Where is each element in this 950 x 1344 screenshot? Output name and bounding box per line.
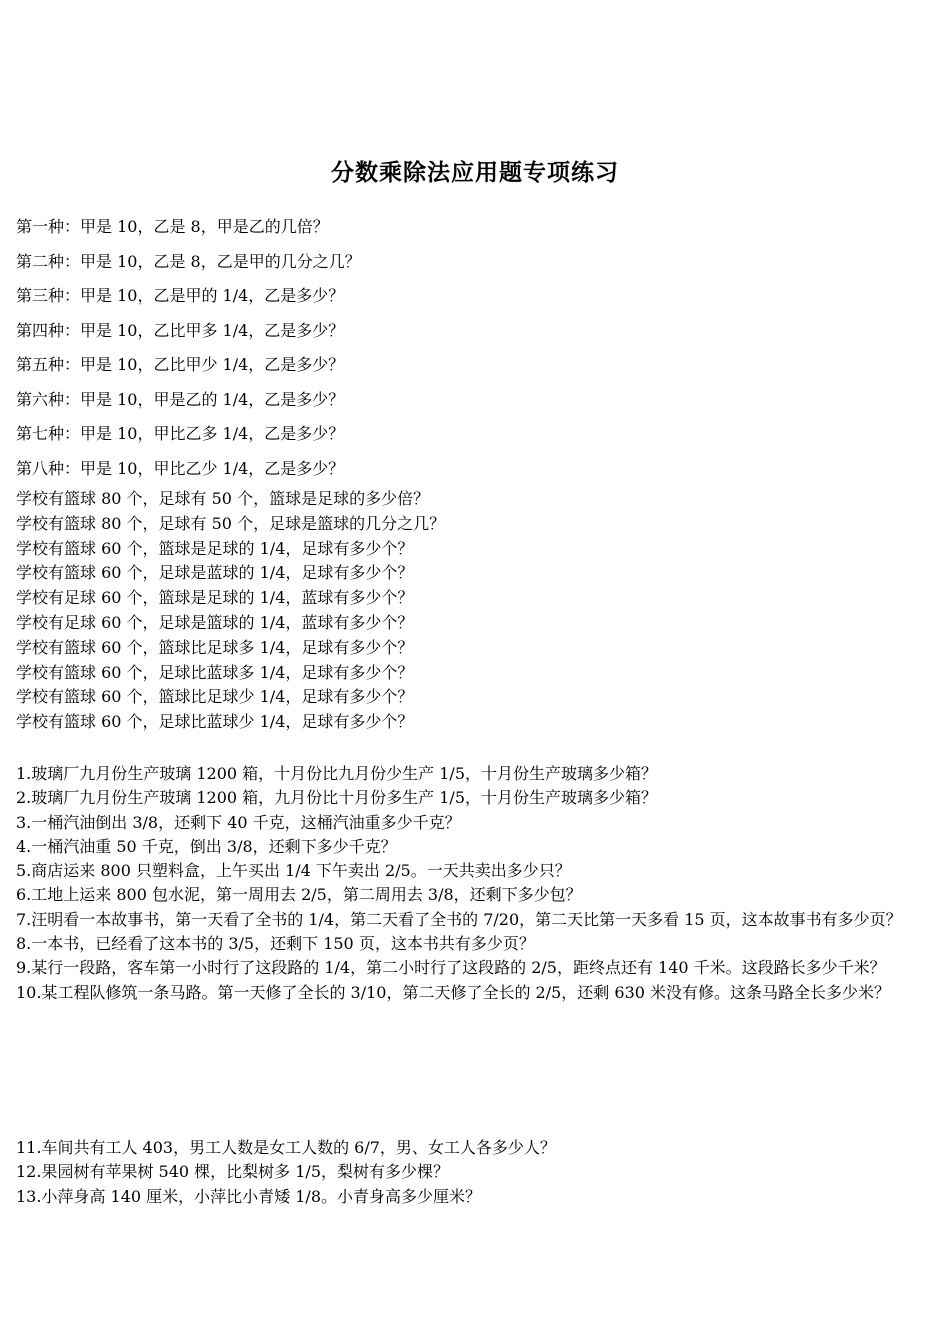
type-line: 第三种：甲是 10，乙是甲的 1/4，乙是多少？ xyxy=(16,286,345,305)
type-line: 第四种：甲是 10，乙比甲多 1/4，乙是多少？ xyxy=(16,320,345,340)
type-line: 第六种：甲是 10，甲是乙的 1/4，乙是多少？ xyxy=(16,389,345,409)
word-problem: 12.果园树有苹果树 540 棵，比梨树多 1/5，梨树有多少棵？ xyxy=(16,1162,449,1182)
type-line: 第七种：甲是 10，甲比乙多 1/4，乙是多少？ xyxy=(16,424,345,443)
word-problem: 8.一本书，已经看了这本书的 3/5，还剩下 150 页，这本书共有多少页？ xyxy=(16,934,535,954)
type-line: 第八种：甲是 10，甲比乙少 1/4，乙是多少？ xyxy=(16,458,345,478)
word-problem: 2.玻璃厂九月份生产玻璃 1200 箱，九月份比十月份多生产 1/5，十月份生产玻璃多少箱？ xyxy=(16,788,657,808)
school-question: 学校有篮球 60 个，足球比蓝球少 1/4，足球有多少个？ xyxy=(16,712,414,732)
word-problem: 10.某工程队修筑一条马路。第一天修了全长的 3/10，第二天修了全长的 2/5，还剩 630 米没有修。这条马路全长多少米？ xyxy=(16,982,891,1002)
word-problem: 5.商店运来 800 只塑料盒，上午买出 1/4 下午卖出 2/5。一天共卖出多少只？ xyxy=(16,861,571,881)
word-problem: 1.玻璃厂九月份生产玻璃 1200 箱，十月份比九月份少生产 1/5，十月份生产玻璃多少箱？ xyxy=(16,764,657,783)
comparison-types-section xyxy=(16,210,936,486)
school-question: 学校有篮球 60 个，足球比蓝球多 1/4，足球有多少个？ xyxy=(16,662,414,682)
type-line: 第二种：甲是 10，乙是 8，乙是甲的几分之几？ xyxy=(16,251,361,271)
school-question: 学校有篮球 60 个，篮球比足球少 1/4，足球有多少个？ xyxy=(16,687,414,707)
word-problem: 13.小萍身高 140 厘米，小萍比小青矮 1/8。小青身高多少厘米？ xyxy=(16,1186,481,1206)
school-question: 学校有篮球 60 个，篮球比足球多 1/4，足球有多少个？ xyxy=(16,637,414,657)
type-line: 第一种：甲是 10，乙是 8，甲是乙的几倍？ xyxy=(16,217,329,236)
school-question: 学校有篮球 60 个，足球是蓝球的 1/4，足球有多少个？ xyxy=(16,563,414,583)
school-question: 学校有足球 60 个，足球是篮球的 1/4，蓝球有多少个？ xyxy=(16,612,414,632)
word-problems-section-continued xyxy=(16,1136,936,1209)
word-problem: 9.某行一段路，客车第一小时行了这段路的 1/4，第二小时行了这段路的 2/5，距终点还有 140 千米。这段路长多少千米？ xyxy=(16,958,886,978)
word-problem: 3.一桶汽油倒出 3/8，还剩下 40 千克，这桶汽油重多少千克？ xyxy=(16,812,461,832)
school-question: 学校有篮球 60 个，篮球是足球的 1/4，足球有多少个？ xyxy=(16,538,414,558)
type-line: 第五种：甲是 10，乙比甲少 1/4，乙是多少？ xyxy=(16,355,345,374)
word-problems-section xyxy=(16,762,936,1005)
school-question: 学校有篮球 80 个，足球有 50 个，篮球是足球的多少倍？ xyxy=(16,489,430,508)
word-problem: 7.汪明看一本故事书，第一天看了全书的 1/4，第二天看了全书的 7/20，第二天比第一天多看 15 页，这本故事书有多少页？ xyxy=(16,909,902,929)
word-problem: 6.工地上运来 800 包水泥，第一周用去 2/5，第二周用去 3/8，还剩下多少包？ xyxy=(16,885,582,905)
school-ball-section xyxy=(16,487,936,735)
school-question: 学校有篮球 80 个，足球有 50 个，足球是篮球的几分之几？ xyxy=(16,513,446,533)
word-problem: 4.一桶汽油重 50 千克，倒出 3/8，还剩下多少千克？ xyxy=(16,836,397,856)
word-problem: 11.车间共有工人 403，男工人数是女工人数的 6/7，男、女工人各多少人？ xyxy=(16,1138,556,1157)
school-question: 学校有足球 60 个，篮球是足球的 1/4，蓝球有多少个？ xyxy=(16,588,414,608)
page-title: 分数乘除法应用题专项练习 xyxy=(331,160,619,186)
